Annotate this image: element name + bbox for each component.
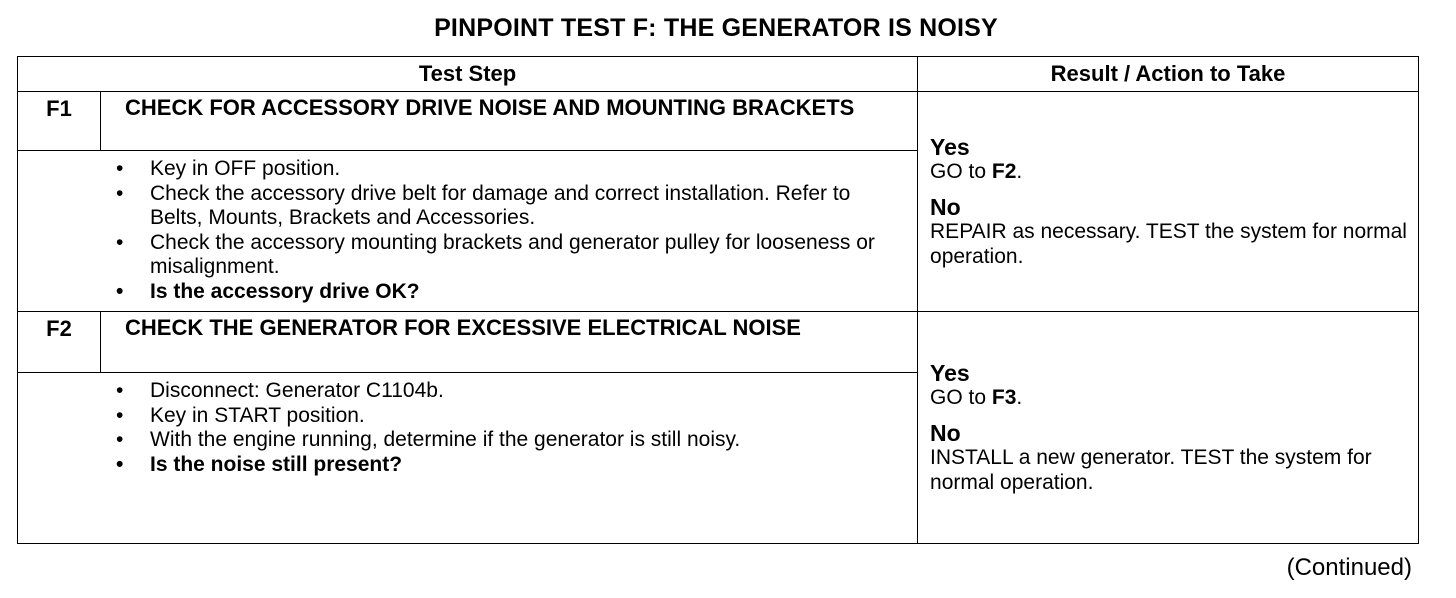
step-bullet: • Check the accessory drive belt for damage and correct installation. Refer to Belts, Mounts, Brackets and Accessories. — [18, 182, 907, 231]
step-question: • Is the accessory drive OK? — [18, 280, 907, 305]
step-bullets — [18, 157, 907, 304]
header-test-step: Test Step — [18, 57, 918, 92]
step-f2-body — [18, 373, 918, 544]
step-bullet: • Check the accessory mounting brackets and generator pulley for looseness or misalignment. — [18, 231, 907, 280]
step-bullets — [18, 379, 907, 477]
continued-note: (Continued) — [1286, 554, 1412, 581]
step-bullet: • With the engine running, determine if the generator is still noisy. — [18, 428, 907, 453]
no-label: No — [930, 194, 961, 221]
pinpoint-test-table — [17, 56, 1419, 544]
no-label: No — [930, 420, 961, 447]
step-f2-heading-row — [18, 312, 1419, 373]
yes-action-suffix: . — [1016, 385, 1023, 409]
step-heading: CHECK FOR ACCESSORY DRIVE NOISE AND MOUNTING BRACKETS — [101, 92, 918, 151]
yes-action — [930, 386, 1408, 411]
yes-target-ref: F3 — [991, 385, 1017, 409]
step-id: F2 — [18, 312, 101, 373]
step-heading: CHECK THE GENERATOR FOR EXCESSIVE ELECTRICAL NOISE — [101, 312, 918, 373]
no-action: INSTALL a new generator. TEST the system for normal operation. — [930, 446, 1372, 494]
step-f1-result — [918, 92, 1419, 312]
header-result: Result / Action to Take — [918, 57, 1419, 92]
yes-action-suffix: . — [1016, 159, 1023, 183]
yes-action-text: GO to — [930, 385, 992, 409]
yes-target-ref: F2 — [991, 159, 1017, 183]
step-bullet: • Key in START position. — [18, 404, 907, 429]
no-action: REPAIR as necessary. TEST the system for normal operation. — [930, 220, 1407, 268]
step-bullet: • Key in OFF position. — [18, 157, 907, 182]
yes-label: Yes — [930, 133, 970, 160]
step-bullet: • Disconnect: Generator C1104b. — [18, 379, 907, 404]
page-title: PINPOINT TEST F: THE GENERATOR IS NOISY — [434, 14, 998, 42]
yes-action-text: GO to — [930, 159, 992, 183]
step-id: F1 — [18, 92, 101, 151]
step-f1-heading-row — [18, 92, 1419, 151]
step-question: • Is the noise still present? — [18, 453, 907, 478]
step-f2-result — [918, 312, 1419, 544]
yes-action — [930, 160, 1408, 185]
table-header-row — [18, 57, 1419, 92]
step-f1-body — [18, 151, 918, 312]
yes-label: Yes — [930, 359, 970, 386]
